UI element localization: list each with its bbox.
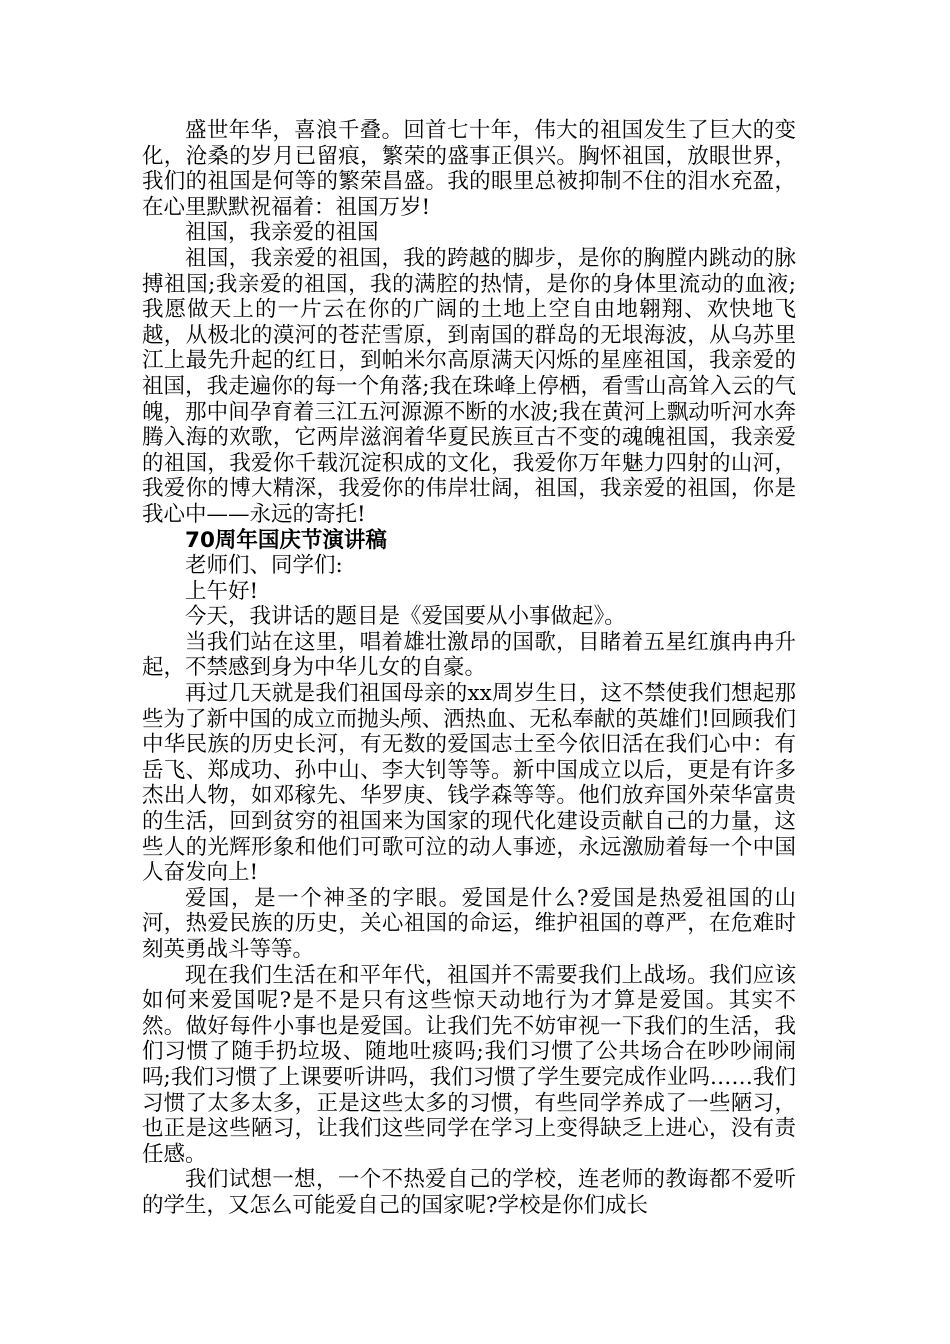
paragraph-patriotism: 爱国，是一个神圣的字眼。爱国是什么?爱国是热爱祖国的山河，热爱民族的历史，关心祖国的命运，维护祖国的尊严，在危难时刻英勇战斗等等。 [142, 885, 796, 962]
paragraph-anthem: 当我们站在这里，唱着雄壮激昂的国歌，目睹着五星红旗冉冉升起，不禁感到身为中华儿女的自豪。 [142, 629, 796, 681]
paragraph-school: 我们试想一想，一个不热爱自己的学校，连老师的教诲都不爱听的学生，又怎么可能爱自己的国家呢?学校是你们成长 [142, 1167, 796, 1218]
paragraph-greeting: 上午好! [185, 578, 259, 604]
paragraph-heroes: 再过几天就是我们祖国母亲的xx周岁生日，这不禁使我们想起那些为了新中国的成立而抛头颅、洒热血、无私奉献的英雄们!回顾我们中华民族的历史长河，有无数的爱国志士至今依旧活在我们心中：有岳飞、郑成功、孙中山、李大钊等等。新中国成立以后，更是有许多杰出人物，如邓稼先、华罗庚、钱学森等等。他们放弃国外荣华富贵的生活，回到贫穷的祖国来为国家的现代化建设贡献自己的力量，这些人的光辉形象和他们可歌可泣的动人事迹，永远激励着每一个中国人奋发向上! [142, 681, 796, 886]
speech-heading: 70周年国庆节演讲稿 [185, 527, 387, 553]
paragraph-motherland-poem: 祖国，我亲爱的祖国，我的跨越的脚步，是你的胸膛内跳动的脉搏祖国;我亲爱的祖国，我的满腔的热情，是你的身体里流动的血液;我愿做天上的一片云在你的广阔的土地上空自由地翱翔、欢快地飞越，从极北的漠河的苍茫雪原，到南国的群岛的无垠海波，从乌苏里江上最先升起的红日，到帕米尔高原满天闪烁的星座祖国，我亲爱的祖国，我走遍你的每一个角落;我在珠峰上停栖，看雪山高耸入云的气魄，那中间孕育着三江五河源源不断的水波;我在黄河上飘动听河水奔腾入海的欢歌，它两岸滋润着华夏民族亘古不变的魂魄祖国，我亲爱的祖国，我爱你千载沉淀积成的文化，我爱你万年魅力四射的山河，我爱你的博大精深，我爱你的伟岸壮阔，祖国，我亲爱的祖国，你是我心中——永远的寄托! [142, 245, 796, 527]
paragraph-salutation: 老师们、同学们: [185, 553, 343, 579]
document-page [142, 118, 796, 1219]
paragraph-peace-era: 现在我们生活在和平年代，祖国并不需要我们上战场。我们应该如何来爱国呢?是不是只有这些惊天动地行为才算是爱国。其实不然。做好每件小事也是爱国。让我们先不妨审视一下我们的生活，我们习惯了随手扔垃圾、随地吐痰吗;我们习惯了公共场合在吵吵闹闹吗;我们习惯了上课要听讲吗，我们习惯了学生要完成作业吗……我们习惯了太多太多，正是这些太多的习惯，有些同学养成了一些陋习，也正是这些陋习，让我们这些同学在学习上变得缺乏上进心，没有责任感。 [142, 962, 796, 1167]
paragraph-opening: 盛世年华，喜浪千叠。回首七十年，伟大的祖国发生了巨大的变化，沧桑的岁月已留痕，繁荣的盛事正俱兴。胸怀祖国，放眼世界，我们的祖国是何等的繁荣昌盛。我的眼里总被抑制不住的泪水充盈，在心里默默祝福着：祖国万岁! [142, 118, 796, 220]
paragraph-motherland-title: 祖国，我亲爱的祖国 [185, 220, 379, 246]
paragraph-topic: 今天，我讲话的题目是《爱国要从小事做起》。 [185, 604, 626, 630]
